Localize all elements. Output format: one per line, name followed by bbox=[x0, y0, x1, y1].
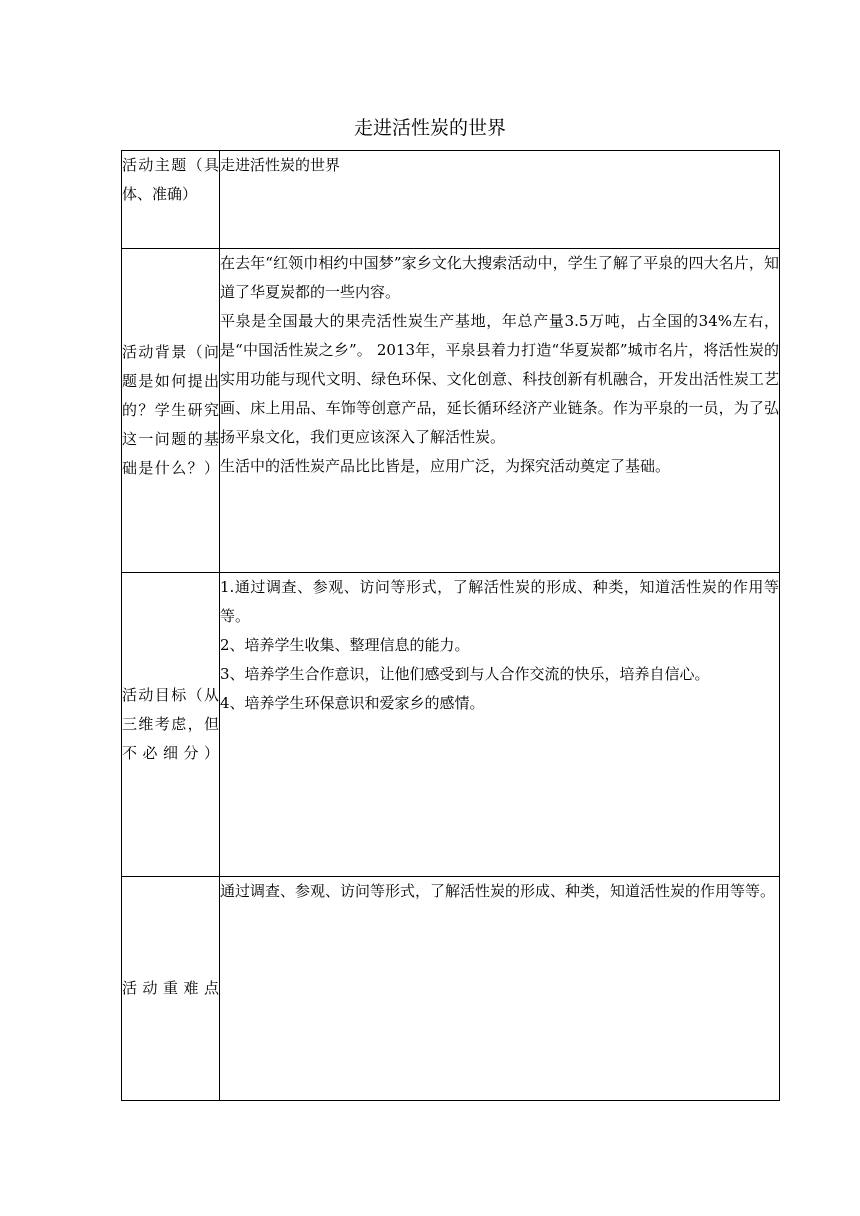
content-paragraph: 生活中的活性炭产品比比皆是，应用广泛，为探究活动奠定了基础。 bbox=[220, 457, 671, 475]
content-paragraph: 走进活性炭的世界 bbox=[220, 156, 341, 174]
content-paragraph: 通过调查、参观、访问等形式，了解活性炭的形成、种类，知道活性炭的作用等等。 bbox=[220, 882, 776, 900]
row-label-background: 活动背景（问题是如何提出的？学生研究这一问题的基础是什么？） bbox=[122, 249, 220, 573]
table-row-goals bbox=[122, 573, 780, 877]
row-label-goals: 活动目标（从三维考虑，但不必细分） bbox=[122, 573, 220, 877]
content-paragraph: 3、培养学生合作意识，让他们感受到与人合作交流的快乐，培养自信心。 bbox=[220, 665, 710, 683]
content-paragraph: 平泉是全国最大的果壳活性炭生产基地，年总产量3.5万吨，占全国的34%左右，是“中国活性炭之乡”。 2013年，平泉县着力打造“华夏炭都”城市名片，将活性炭的实用功能与现代文明、绿色环保、文化创意、科技创新有机融合，开发出活性炭工艺画、床上用品、车饰等创意产品，延长循环经济产业链条。作为平泉的一员，为了弘扬平泉文化，我们更应该深入了解活性炭。 bbox=[220, 312, 779, 446]
content-paragraph: 4、培养学生环保意识和爱家乡的感情。 bbox=[220, 694, 485, 712]
row-label-theme: 活动主题（具体、准确） bbox=[122, 151, 220, 249]
row-content-key-points bbox=[220, 877, 780, 1101]
row-content-theme bbox=[220, 151, 780, 249]
content-paragraph: 在去年“红领巾相约中国梦”家乡文化大搜索活动中，学生了解了平泉的四大名片，知道了华夏炭都的一些内容。 bbox=[220, 254, 779, 301]
table-row-key-points bbox=[122, 877, 780, 1101]
table-row-theme bbox=[122, 151, 780, 249]
row-content-background bbox=[220, 249, 780, 573]
document-title: 走进活性炭的世界 bbox=[353, 117, 506, 139]
content-paragraph: 1.通过调查、参观、访问等形式，了解活性炭的形成、种类，知道活性炭的作用等等。 bbox=[220, 578, 779, 625]
table-row-background bbox=[122, 249, 780, 573]
row-label-key-points: 活动重难点 bbox=[122, 877, 220, 1101]
content-paragraph: 2、培养学生收集、整理信息的能力。 bbox=[220, 636, 470, 654]
row-content-goals bbox=[220, 573, 780, 877]
activity-plan-table bbox=[121, 150, 780, 1101]
